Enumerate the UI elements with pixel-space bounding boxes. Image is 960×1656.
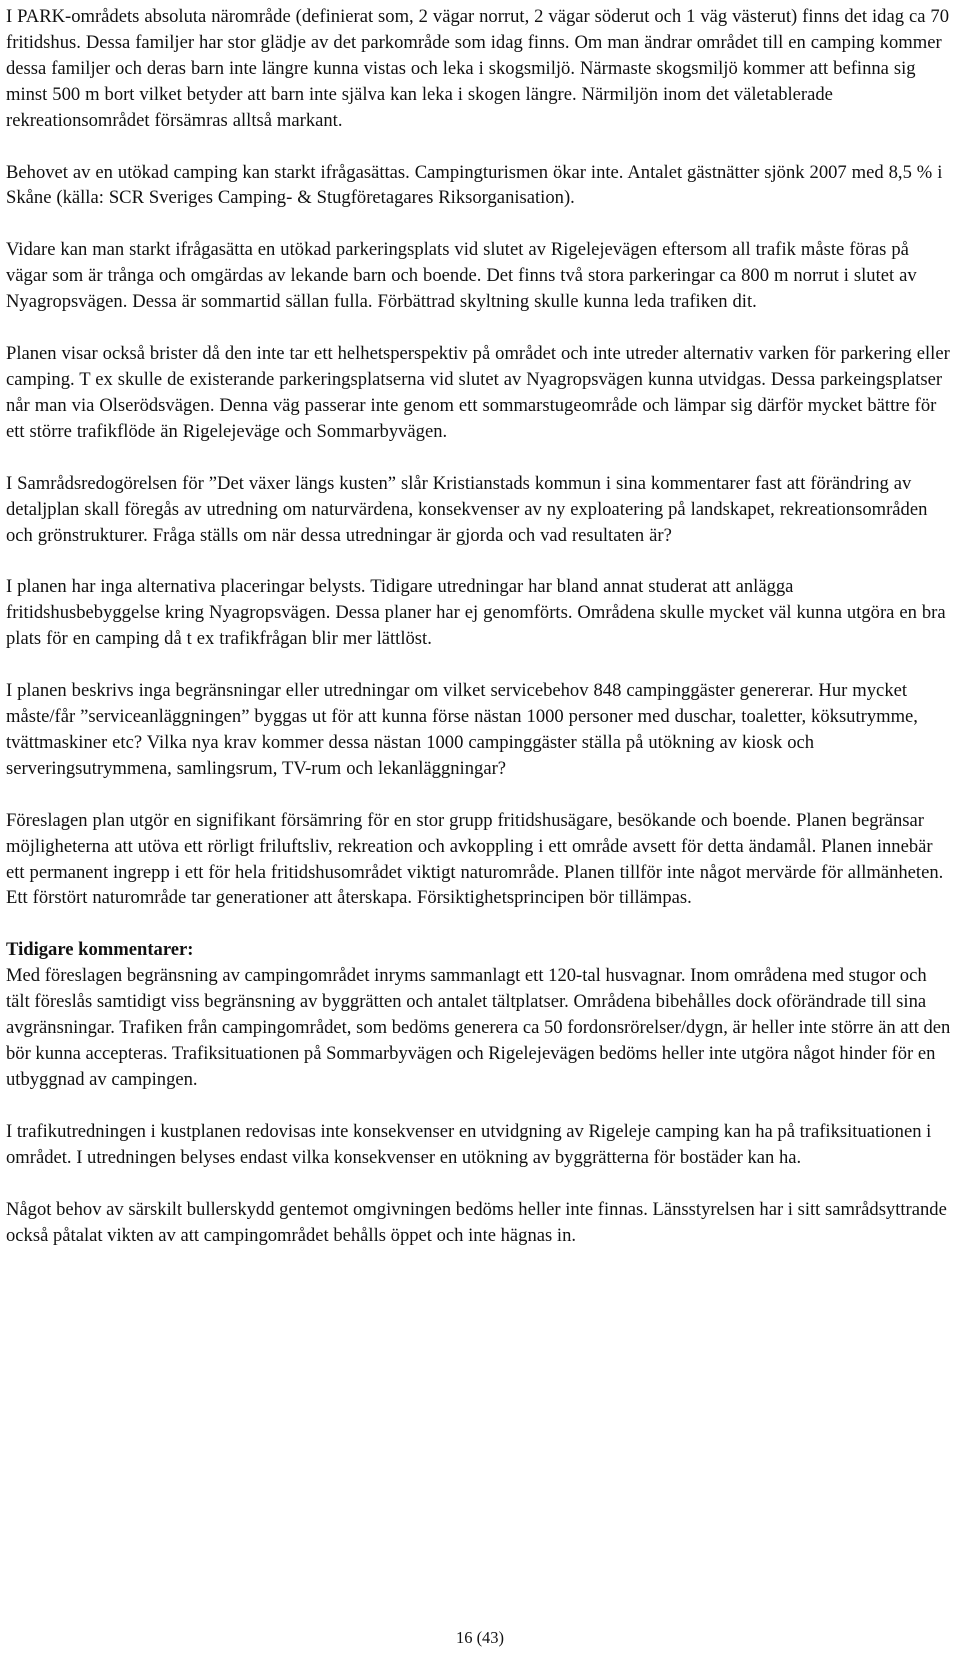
- section-heading: Tidigare kommentarer:: [6, 939, 194, 961]
- paragraph-camping-behov: Behovet av en utökad camping kan starkt ifrågasättas. Campingturismen ökar inte. Antalet gästnätter sjönk 2007 med 8,5 % i Skåne (källa: SCR Sveriges Camping- & Stugföretagares Riksorganisation).: [6, 161, 943, 209]
- document-body: [6, 4, 951, 1248]
- paragraph-samradsredogorelse: I Samrådsredogörelsen för ”Det växer längs kusten” slår Kristianstads kommun i sina kommentarer fast att förändring av detaljplan skall föregås av utredning om naturvärdena, konsekvenser av ny exploatering på landskapet, rekreationsområden och grönstrukturer. Fråga ställs om när dessa utredningar är gjorda och vad resultaten är?: [6, 472, 928, 546]
- comment-campingomradet: Med föreslagen begränsning av campingområdet inryms sammanlagt ett 120-tal husvagnar. Inom områdena med stugor och tält föreslås samtidigt viss begränsning av byggrätten och antalet tältplatser. Områdena bibehålles dock oförändrade till sina avgränsningar. Trafiken från campingområdet, som bedöms generera ca 50 fordonsrörelser/dygn, är heller inte större än att den bör kunna accepteras. Trafiksituationen på Sommarbyvägen och Rigelejevägen bedöms heller inte utgöra något hinder för en utbyggnad av campingen.: [6, 965, 951, 1090]
- paragraph-forsamring: Föreslagen plan utgör en signifikant försämring för en stor grupp fritidshusägare, besökande och boende. Planen begränsar möjligheterna att utöva ett rörligt friluftsliv, rekreation och avkoppling i ett område avsett för detta ändamål. Planen innebär ett permanent ingrepp i ett för hela fritidshusområdet viktigt naturområde. Planen tillför inte något mervärde för allmänheten. Ett förstört naturområde tar generationer att återskapa. Försiktighetsprincipen bör tillämpas.: [6, 809, 944, 909]
- comment-bullerskydd: Något behov av särskilt bullerskydd gentemot omgivningen bedöms heller inte finnas. Länsstyrelsen har i sitt samrådsyttrande också påtalat vikten av att campingområdet behålls öppet och inte hägnas in.: [6, 1198, 947, 1246]
- paragraph-servicebehov: I planen beskrivs inga begränsningar eller utredningar om vilket servicebehov 848 campinggäster genererar. Hur mycket måste/får ”serviceanläggningen” byggas ut för att kunna förse nästan 1000 personer med duschar, toaletter, köksutrymme, tvättmaskiner etc? Vilka nya krav kommer dessa nästan 1000 campinggäster ställa på utökning av kiosk och serveringsutrymmena, samlingsrum, TV-rum och lekanläggningar?: [6, 680, 918, 779]
- page-number: 16 (43): [455, 1628, 505, 1647]
- comment-trafikutredning: I trafikutredningen i kustplanen redovisas inte konsekvenser en utvidgning av Rigeleje camping kan ha på trafiksituationen i området. I utredningen belyses endast vilka konsekvenser en utökning av byggrätterna för bostäder kan ha.: [6, 1120, 932, 1168]
- paragraph-fritidshus: I PARK-områdets absoluta närområde (definierat som, 2 vägar norrut, 2 vägar söderut och 1 väg västerut) finns det idag ca 70 fritidshus. Dessa familjer har stor glädje av det parkområde som idag finns. Om man ändrar området till en camping kommer dessa familjer och deras barn inte längre kunna vistas och leka i skogsmiljö. Närmaste skogsmiljö kommer att befinna sig minst 500 m bort vilket betyder att barn inte själva kan leka i skogen längre. Närmiljön inom det väletablerade rekreationsområdet försämras alltså markant.: [6, 6, 949, 131]
- paragraph-alternativa-placeringar: I planen har inga alternativa placeringar belysts. Tidigare utredningar har bland annat studerat att anlägga fritidshusbebyggelse kring Nyagropsvägen. Dessa planer har ej genomförts. Områdena skulle mycket väl kunna utgöra en bra plats för en camping då t ex trafikfrågan blir mer lättlöst.: [6, 576, 946, 650]
- paragraph-parkering: Vidare kan man starkt ifrågasätta en utökad parkeringsplats vid slutet av Rigelejevägen eftersom all trafik måste föras på vägar som är trånga och omgärdas av lekande barn och boende. Det finns två stora parkeringar ca 800 m norrut i slutet av Nyagropsvägen. Dessa är sommartid sällan fulla. Förbättrad skyltning skulle kunna leda trafiken dit.: [6, 239, 917, 313]
- paragraph-planen-brister: Planen visar också brister då den inte tar ett helhetsperspektiv på området och inte utreder alternativ varken för parkering eller camping. T ex skulle de existerande parkeringsplatserna vid slutet av Nyagropsvägen kunna utvidgas. Dessa parkeingsplatser når man via Olserödsvägen. Denna väg passerar inte genom ett sommarstugeområde och lämpar sig därför mycket bättre för ett större trafikflöde än Rigelejeväge och Sommarbyvägen.: [6, 343, 950, 442]
